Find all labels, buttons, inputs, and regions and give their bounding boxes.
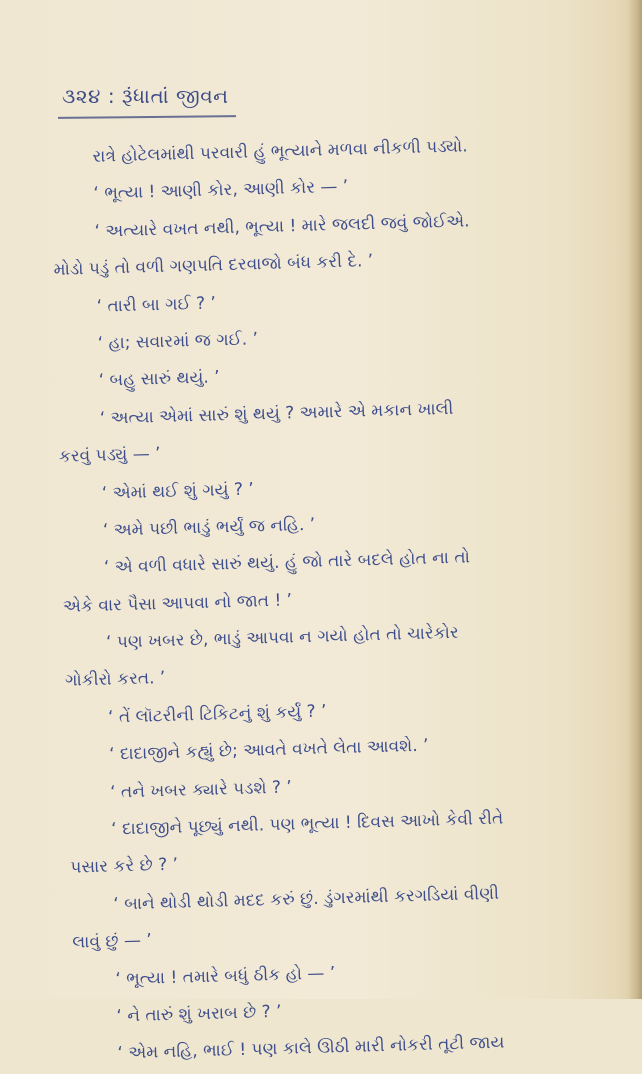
text-line: ‘ દાદાજીને પૂછ્યું નથી. પણ ભૂત્યા ! દિવસ આખો કેવી રીતે [110,808,504,840]
body-text [50,124,636,1074]
text-line: મોડો પડું તો વળી ગણપતિ દરવાજો બંધ કરી દે. ’ [53,251,374,281]
text-line: ‘ એ વળી વધારે સારું થયું. હું જો તારે બદલે હોત ના તો [103,547,471,578]
text-line: કરવું પડ્યું — ’ [58,444,161,467]
text-line: ‘ ને તારું શું ખરાબ છે ? ’ [116,1001,282,1027]
text-line: ‘ તારી બા ગઈ ? ’ [96,292,217,317]
header-underline [58,115,236,119]
page-header: ૩૨૪ : રૂંધાતાં જીવન [62,84,229,108]
text-line: ‘ દાદાજીને કહ્યું છે; આવતે વખતે લેતા આવશે. ’ [108,735,429,765]
text-line: ‘ એમાં થઈ શું ગયું ? ’ [101,478,255,504]
text-line: ‘ બહુ સારું થયું. ’ [98,367,220,392]
text-line: રાત્રે હોટેલમાંથી પરવારી હું ભૂત્યાને મળવા નીકળી પડ્યો. [92,136,468,167]
text-line: ‘ અત્યા એમાં સારું શું થયું ? અમારે એ મકાન ખાલી [99,398,454,429]
text-line: ‘ અત્યારે વખત નથી, ભૂત્યા ! મારે જલદી જવું જોઈએ. [94,211,470,242]
text-line: પસાર કરે છે ? ’ [70,855,179,879]
text-line: ‘ પણ ખબર છે, ભાડું આપવા ન ગયો હોત તો ચારેકોર [105,622,459,653]
text-line: ‘ અમે પછી ભાડું ભર્યું જ નહિ. ’ [102,514,316,541]
text-line: ‘ એમ નહિ, ભાઈ ! પણ કાલે ઊઠી મારી નોકરી તૂટી જાય [117,1033,505,1064]
text-line: ‘ તને ખબર ક્યારે પડશે ? ’ [109,777,293,803]
text-line: ‘ બાને થોડી થોડી મદદ કરું છું. ડુંગરમાંથી કરગડિયાં વીણી [113,883,500,915]
text-line: ગોકીરો કરત. ’ [64,668,166,692]
text-line: લાવું છું — ’ [72,930,153,953]
text-line: એકે વાર પૈસા આપવા નો જાત ! ’ [62,590,293,617]
page-spine-shadow [628,0,642,999]
text-line: ‘ હા; સવારમાં જ ગઈ. ’ [97,329,259,354]
text-line: ‘ તેં લૉટરીની ટિકિટનું શું કર્યું ? ’ [107,701,327,728]
text-line: ‘ ભૂત્યા ! આણી કોર, આણી કોર — ’ [93,177,349,205]
text-line: ‘ ભૂત્યા ! તમારે બધું ઠીક હો — ’ [115,962,336,990]
